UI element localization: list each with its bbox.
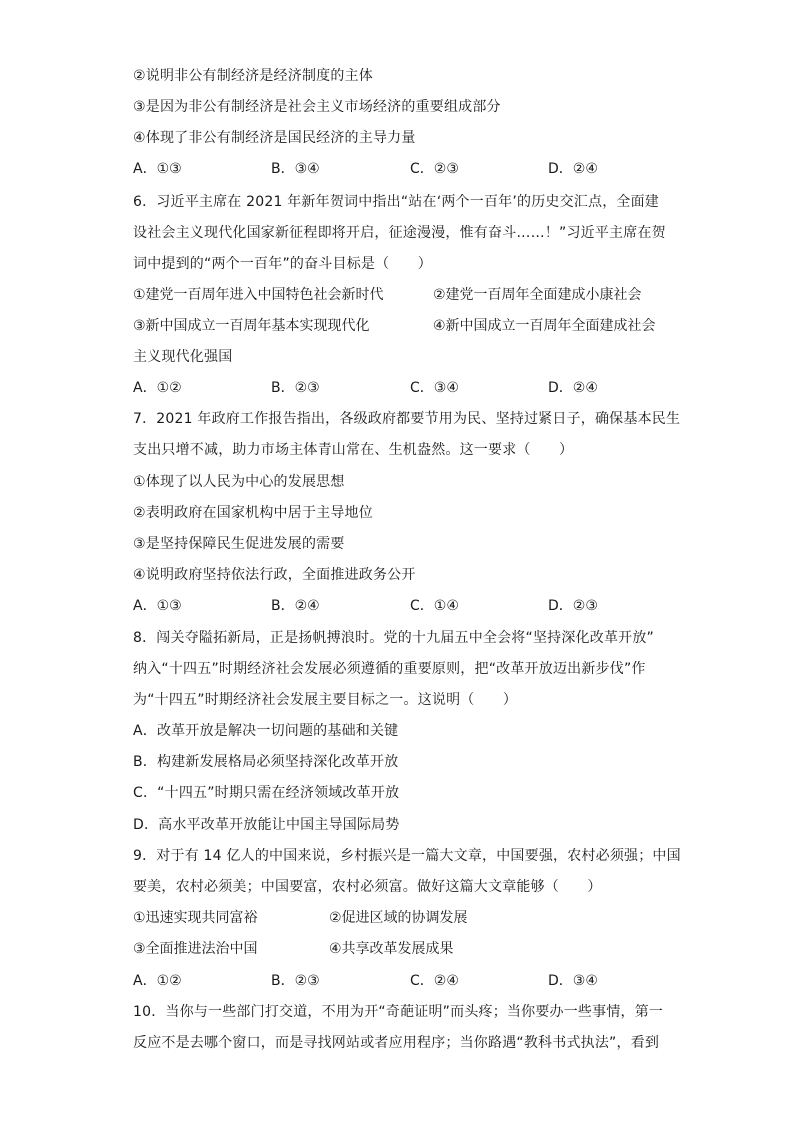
q6-stem-line-3: 词中提到的“两个一百年”的奋斗目标是（ ） (133, 256, 432, 272)
q9-answer-a: A．①② (133, 973, 182, 989)
q9-item-1: ①迅速实现共同富裕 (133, 910, 258, 926)
q8-stem-line-1: 8．闯关夺隘拓新局，正是扬帆搏浪时。党的十九届五中全会将“坚持深化改革开放” (133, 630, 655, 646)
q6-item-2: ②建党一百周年全面建成小康社会 (433, 287, 642, 303)
q7-item-1: ①体现了以人民为中心的发展思想 (133, 474, 345, 490)
q8-stem-line-3: 为“十四五”时期经济社会发展主要目标之一。这说明（ ） (133, 692, 518, 708)
q6-item-3: ③新中国成立一百周年基本实现现代化 (133, 318, 370, 334)
q7-answer-d: D．②③ (548, 598, 598, 614)
q7-stem-line-1: 7．2021 年政府工作报告指出，各级政府都要节用为民、坚持过紧日子，确保基本民生 (133, 411, 681, 427)
q7-answer-b: B．②④ (271, 598, 320, 614)
q6-item-1: ①建党一百周年进入中国特色社会新时代 (133, 287, 384, 303)
q9-answer-d: D．③④ (548, 973, 598, 989)
q9-answer-b: B．②③ (271, 973, 320, 989)
q7-stem-line-2: 支出只增不减，助力市场主体青山常在、生机盎然。这一要求（ ） (133, 442, 574, 458)
q9-answer-c: C．②④ (410, 973, 459, 989)
q7-item-4: ④说明政府坚持依法行政，全面推进政务公开 (133, 567, 416, 583)
q8-option-b: B．构建新发展格局必须坚持深化改革开放 (133, 754, 399, 770)
q5-item-3: ③是因为非公有制经济是社会主义市场经济的重要组成部分 (133, 99, 501, 115)
q9-item-3: ③全面推进法治中国 (133, 941, 258, 957)
q10-stem-line-1: 10．当你与一些部门打交道，不用为开“奇葩证明”而头疼；当你要办一些事情，第一 (133, 1004, 664, 1020)
q5-item-4: ④体现了非公有制经济是国民经济的主导力量 (133, 130, 416, 146)
q10-stem-line-2: 反应不是去哪个窗口，而是寻找网站或者应用程序；当你路遇“教科书式执法”，看到 (133, 1035, 660, 1051)
q7-answer-c: C．①④ (410, 598, 459, 614)
q8-option-a: A．改革开放是解决一切问题的基础和关键 (133, 723, 399, 739)
q5-answer-c: C．②③ (410, 161, 459, 177)
q7-item-2: ②表明政府在国家机构中居于主导地位 (133, 505, 373, 521)
q6-item-4-continued: 主义现代化强国 (133, 349, 233, 365)
q8-stem-line-2: 纳入“十四五”时期经济社会发展必须遵循的重要原则，把“改革开放迈出新步伐”作 (133, 661, 646, 677)
q7-item-3: ③是坚持保障民生促进发展的需要 (133, 536, 345, 552)
q5-answer-d: D．②④ (548, 161, 598, 177)
q6-stem-line-1: 6．习近平主席在 2021 年新年贺词中指出“站在‘两个一百年’的历史交汇点，全面建 (133, 194, 659, 210)
q6-answer-b: B．②③ (271, 380, 320, 396)
q8-option-c: C．“十四五”时期只需在经济领域改革开放 (133, 785, 400, 801)
q9-item-2: ②促进区域的协调发展 (329, 910, 468, 926)
q6-item-4: ④新中国成立一百周年全面建成社会 (433, 318, 656, 334)
q9-stem-line-2: 要美，农村必须美；中国要富，农村必须富。做好这篇大文章能够（ ） (133, 879, 602, 895)
q6-answer-d: D．②④ (548, 380, 598, 396)
q6-answer-c: C．③④ (410, 380, 459, 396)
q6-answer-a: A．①② (133, 380, 182, 396)
q9-stem-line-1: 9．对于有 14 亿人的中国来说，乡村振兴是一篇大文章，中国要强，农村必须强；中国 (133, 848, 681, 864)
q5-answer-a: A．①③ (133, 161, 182, 177)
q9-item-4: ④共享改革发展成果 (329, 941, 454, 957)
q6-stem-line-2: 设社会主义现代化国家新征程即将开启，征途漫漫，惟有奋斗……！”习近平主席在贺 (133, 225, 666, 241)
q7-answer-a: A．①③ (133, 598, 182, 614)
q8-option-d: D．高水平改革开放能让中国主导国际局势 (133, 817, 400, 833)
q5-item-2: ②说明非公有制经济是经济制度的主体 (133, 68, 373, 84)
q5-answer-b: B．③④ (271, 161, 320, 177)
